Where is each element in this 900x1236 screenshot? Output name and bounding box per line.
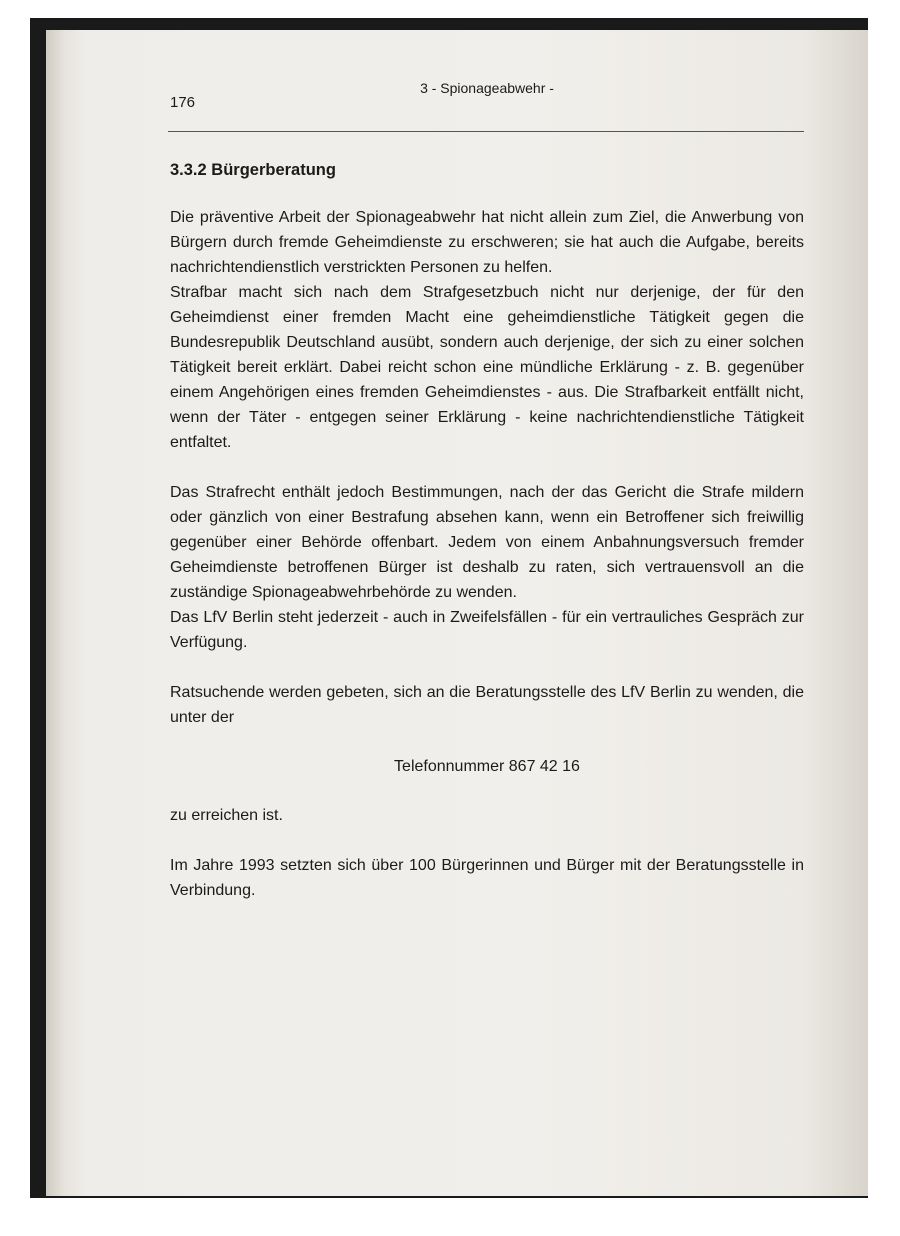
section-heading: 3.3.2 Bürgerberatung: [170, 161, 336, 179]
paragraph-7: Im Jahre 1993 setzten sich über 100 Bürgerinnen und Bürger mit der Beratungsstelle in Verbindung.: [170, 857, 804, 899]
paragraph-1: Die präventive Arbeit der Spionageabwehr hat nicht allein zum Ziel, die Anwerbung von Bürgern durch fremde Geheimdienste zu erschweren; sie hat auch die Aufgabe, bereits nachrichtendienstlich verstrickten Personen zu helfen.: [170, 209, 804, 276]
spacer: [170, 828, 804, 853]
page-number: 176: [170, 94, 196, 111]
spacer: [170, 655, 804, 680]
paragraph-4: Das LfV Berlin steht jederzeit - auch in Zweifelsfällen - für ein vertrauliches Gespräch zur Verfügung.: [170, 609, 804, 651]
header-rule: [168, 131, 804, 132]
paragraph-2: Strafbar macht sich nach dem Strafgesetzbuch nicht nur derjenige, der für den Geheimdienst einer fremden Macht eine geheimdienstliche Tätigkeit gegen die Bundesrepublik Deutschland ausübt, sondern auch derjenige, der sich zu einer solchen Tätigkeit bereit erklärt. Dabei reicht schon eine mündliche Erklärung - z. B. gegenüber einem Angehörigen eines fremden Geheimdienstes - aus. Die Strafbarkeit entfällt nicht, wenn der Täter - entgegen seiner Erklärung - keine nachrichtendienstliche Tätigkeit entfaltet.: [170, 284, 804, 451]
spacer: [170, 455, 804, 480]
paragraph-6: zu erreichen ist.: [170, 807, 283, 824]
paragraph-5: Ratsuchende werden gebeten, sich an die Beratungsstelle des LfV Berlin zu wenden, die unter der: [170, 684, 804, 726]
running-title: 3 - Spionageabwehr -: [420, 80, 554, 96]
phone-number: Telefonnummer 867 42 16: [394, 758, 580, 775]
book-page: [46, 30, 868, 1196]
section-content: [170, 158, 804, 903]
paragraph-3: Das Strafrecht enthält jedoch Bestimmungen, nach der das Gericht die Strafe mildern oder gänzlich von einer Bestrafung absehen kann, wenn ein Betroffener sich freiwillig gegenüber einer Behörde offenbart. Jedem von einem Anbahnungsversuch fremder Geheimdienste betroffenen Bürger ist deshalb zu raten, sich vertrauensvoll an die zuständige Spionageabwehrbehörde zu wenden.: [170, 484, 804, 601]
